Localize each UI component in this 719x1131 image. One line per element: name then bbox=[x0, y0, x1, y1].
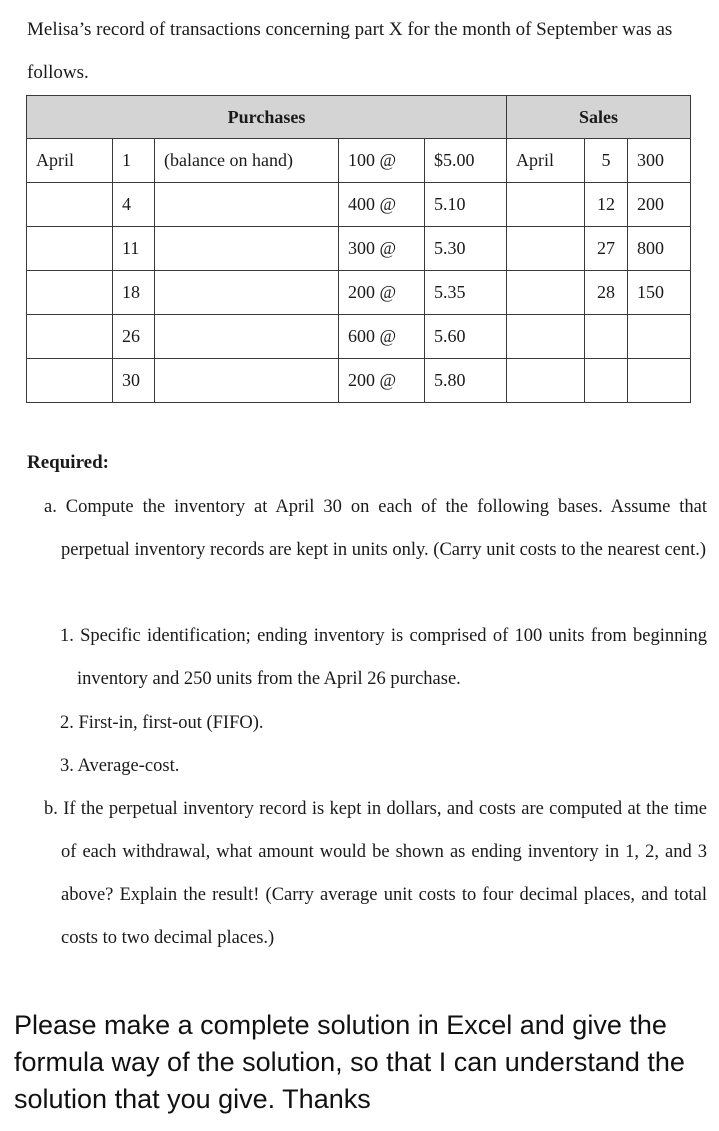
sales-header: Sales bbox=[507, 96, 691, 139]
cell-quantity: 600 @ bbox=[339, 315, 425, 359]
cell-unit-cost: $5.00 bbox=[425, 139, 507, 183]
table-header-row bbox=[27, 96, 691, 139]
cell-sale-day bbox=[585, 359, 628, 403]
cell-sale-day: 27 bbox=[585, 227, 628, 271]
cell-sale-quantity: 800 bbox=[628, 227, 691, 271]
cell-sale-day: 28 bbox=[585, 271, 628, 315]
purchases-header: Purchases bbox=[27, 96, 507, 139]
cell-sale-month: April bbox=[507, 139, 585, 183]
table-row bbox=[27, 359, 691, 403]
cell-sale-month bbox=[507, 183, 585, 227]
cell-note bbox=[155, 359, 339, 403]
cell-sale-quantity bbox=[628, 359, 691, 403]
requirement-a: a. Compute the inventory at April 30 on each of the following bases. Assume that perpetual inventory records are kept in units only. (Carry unit costs to the nearest cent.) bbox=[44, 497, 707, 560]
cell-sale-month bbox=[507, 271, 585, 315]
requirement-a2: 2. First-in, first-out (FIFO). bbox=[60, 713, 264, 733]
cell-month bbox=[27, 183, 113, 227]
cell-sale-quantity: 300 bbox=[628, 139, 691, 183]
cell-note bbox=[155, 227, 339, 271]
cell-quantity: 200 @ bbox=[339, 271, 425, 315]
cell-sale-month bbox=[507, 227, 585, 271]
table-row bbox=[27, 271, 691, 315]
cell-unit-cost: 5.80 bbox=[425, 359, 507, 403]
cell-quantity: 300 @ bbox=[339, 227, 425, 271]
cell-sale-quantity bbox=[628, 315, 691, 359]
cell-unit-cost: 5.60 bbox=[425, 315, 507, 359]
table-row bbox=[27, 183, 691, 227]
cell-note bbox=[155, 315, 339, 359]
cell-month: April bbox=[27, 139, 113, 183]
cell-day: 1 bbox=[113, 139, 155, 183]
cell-sale-month bbox=[507, 315, 585, 359]
cell-note bbox=[155, 183, 339, 227]
cell-sale-month bbox=[507, 359, 585, 403]
table-row bbox=[27, 227, 691, 271]
cell-day: 26 bbox=[113, 315, 155, 359]
cell-unit-cost: 5.35 bbox=[425, 271, 507, 315]
requirement-b: b. If the perpetual inventory record is kept in dollars, and costs are computed at the time of each withdrawal, what amount would be shown as ending inventory in 1, 2, and 3 above? Explain the result! (Carry average unit costs to four decimal places, and total costs to two decimal places.) bbox=[44, 799, 707, 948]
cell-sale-day: 5 bbox=[585, 139, 628, 183]
cell-sale-day bbox=[585, 315, 628, 359]
table-row bbox=[27, 139, 691, 183]
cell-note: (balance on hand) bbox=[155, 139, 339, 183]
cell-day: 30 bbox=[113, 359, 155, 403]
cell-month bbox=[27, 359, 113, 403]
cell-month bbox=[27, 315, 113, 359]
cell-day: 18 bbox=[113, 271, 155, 315]
cell-quantity: 400 @ bbox=[339, 183, 425, 227]
cell-quantity: 200 @ bbox=[339, 359, 425, 403]
cell-quantity: 100 @ bbox=[339, 139, 425, 183]
cell-sale-day: 12 bbox=[585, 183, 628, 227]
required-heading: Required: bbox=[27, 452, 109, 473]
cell-unit-cost: 5.30 bbox=[425, 227, 507, 271]
cell-unit-cost: 5.10 bbox=[425, 183, 507, 227]
intro-text: Melisa’s record of transactions concerning part X for the month of September was as follows. bbox=[27, 19, 673, 83]
cell-sale-quantity: 200 bbox=[628, 183, 691, 227]
user-request-text: Please make a complete solution in Excel and give the formula way of the solution, so that I can understand the solution that you give. Thanks bbox=[14, 1010, 685, 1114]
cell-month bbox=[27, 227, 113, 271]
transactions-table bbox=[26, 95, 691, 403]
cell-note bbox=[155, 271, 339, 315]
cell-sale-quantity: 150 bbox=[628, 271, 691, 315]
requirement-a1: 1. Specific identification; ending inventory is comprised of 100 units from beginning inventory and 250 units from the April 26 purchase. bbox=[60, 626, 707, 689]
cell-day: 4 bbox=[113, 183, 155, 227]
cell-day: 11 bbox=[113, 227, 155, 271]
cell-month bbox=[27, 271, 113, 315]
table-row bbox=[27, 315, 691, 359]
requirement-a3: 3. Average-cost. bbox=[60, 756, 180, 776]
